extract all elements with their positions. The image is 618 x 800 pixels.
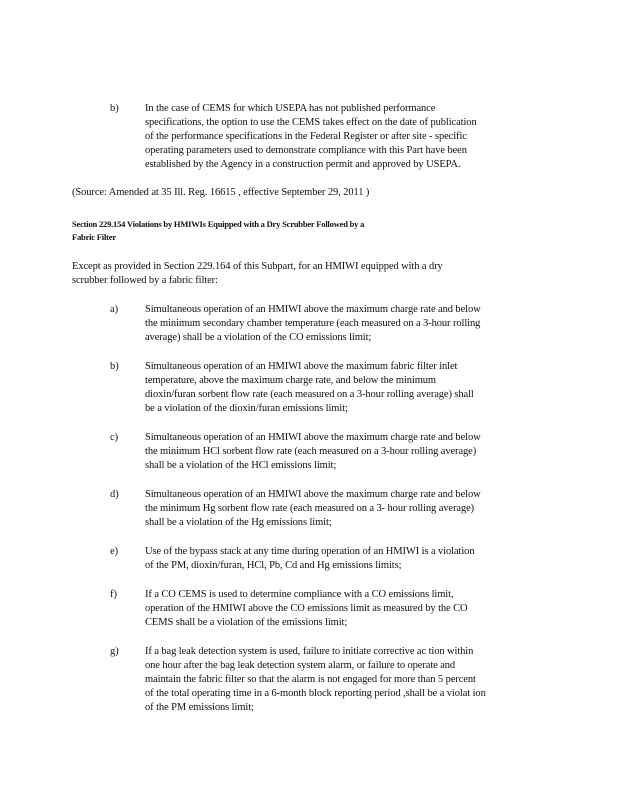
item-label: c) (110, 432, 119, 443)
item-line: one hour after the bag leak detection system alarm, or failure to operate and (145, 660, 456, 671)
item-line: If a bag leak detection system is used, failure to initiate corrective ac tion within (145, 646, 474, 657)
item-line: shall be a violation of the Hg emissions limit; (145, 517, 332, 528)
item-label: b) (110, 361, 119, 372)
item-line: specifications, the option to use the CEMS takes effect on the date of publication (145, 117, 477, 128)
item-label: f) (110, 589, 117, 600)
item-line: If a CO CEMS is used to determine compliance with a CO emissions limit, (145, 589, 454, 600)
intro-line: scrubber followed by a fabric filter: (72, 275, 218, 286)
item-line: be a violation of the dioxin/furan emissions limit; (145, 403, 348, 414)
item-line: CEMS shall be a violation of the emissions limit; (145, 617, 348, 628)
source-note: (Source: Amended at 35 Ill. Reg. 16615 , effective September 29, 2011 ) (72, 187, 370, 198)
item-label: e) (110, 546, 119, 557)
item-line: of the total operating time in a 6-month block reporting period ,shall be a violat ion (145, 688, 486, 699)
item-line: of the PM, dioxin/furan, HCl, Pb, Cd and Hg emissions limits; (145, 560, 402, 571)
item-line: temperature, above the maximum charge rate, and below the minimum (145, 375, 436, 386)
item-line: Simultaneous operation of an HMIWI above the maximum charge rate and below (145, 304, 481, 315)
item-line: average) shall be a violation of the CO emissions limit; (145, 332, 372, 343)
item-line: shall be a violation of the HCl emissions limit; (145, 460, 337, 471)
item-line: Simultaneous operation of an HMIWI above the maximum fabric filter inlet (145, 361, 458, 372)
item-line: In the case of CEMS for which USEPA has not published performance (145, 103, 436, 114)
item-line: established by the Agency in a construction permit and approved by USEPA. (145, 159, 461, 170)
section-heading-line: Section 229.154 Violations by HMIWIs Equipped with a Dry Scrubber Followed by a (72, 219, 365, 229)
item-line: dioxin/furan sorbent flow rate (each measured on a 3-hour rolling average) shall (145, 389, 474, 400)
item-line: of the performance specifications in the Federal Register or after site - specific (145, 131, 467, 142)
intro-line: Except as provided in Section 229.164 of this Subpart, for an HMIWI equipped with a dry (72, 261, 443, 272)
item-line: the minimum HCl sorbent flow rate (each measured on a 3-hour rolling average) (145, 446, 477, 457)
item-line: the minimum secondary chamber temperature (each measured on a 3-hour rolling (145, 318, 481, 329)
item-line: the minimum Hg sorbent flow rate (each measured on a 3- hour rolling average) (145, 503, 475, 514)
item-line: Simultaneous operation of an HMIWI above the maximum charge rate and below (145, 489, 481, 500)
item-label: a) (110, 304, 119, 315)
item-line: Use of the bypass stack at any time during operation of an HMIWI is a violation (145, 546, 475, 557)
item-line: of the PM emissions limit; (145, 702, 254, 713)
item-label: d) (110, 489, 119, 500)
item-label: b) (110, 103, 119, 114)
item-line: operating parameters used to demonstrate compliance with this Part have been (145, 145, 467, 156)
item-label: g) (110, 646, 119, 657)
item-line: maintain the fabric filter so that the alarm is not engaged for more than 5 percent (145, 674, 476, 685)
section-heading-line: Fabric Filter (72, 232, 116, 242)
item-line: Simultaneous operation of an HMIWI above the maximum charge rate and below (145, 432, 481, 443)
item-line: operation of the HMIWI above the CO emissions limit as measured by the CO (145, 603, 468, 614)
